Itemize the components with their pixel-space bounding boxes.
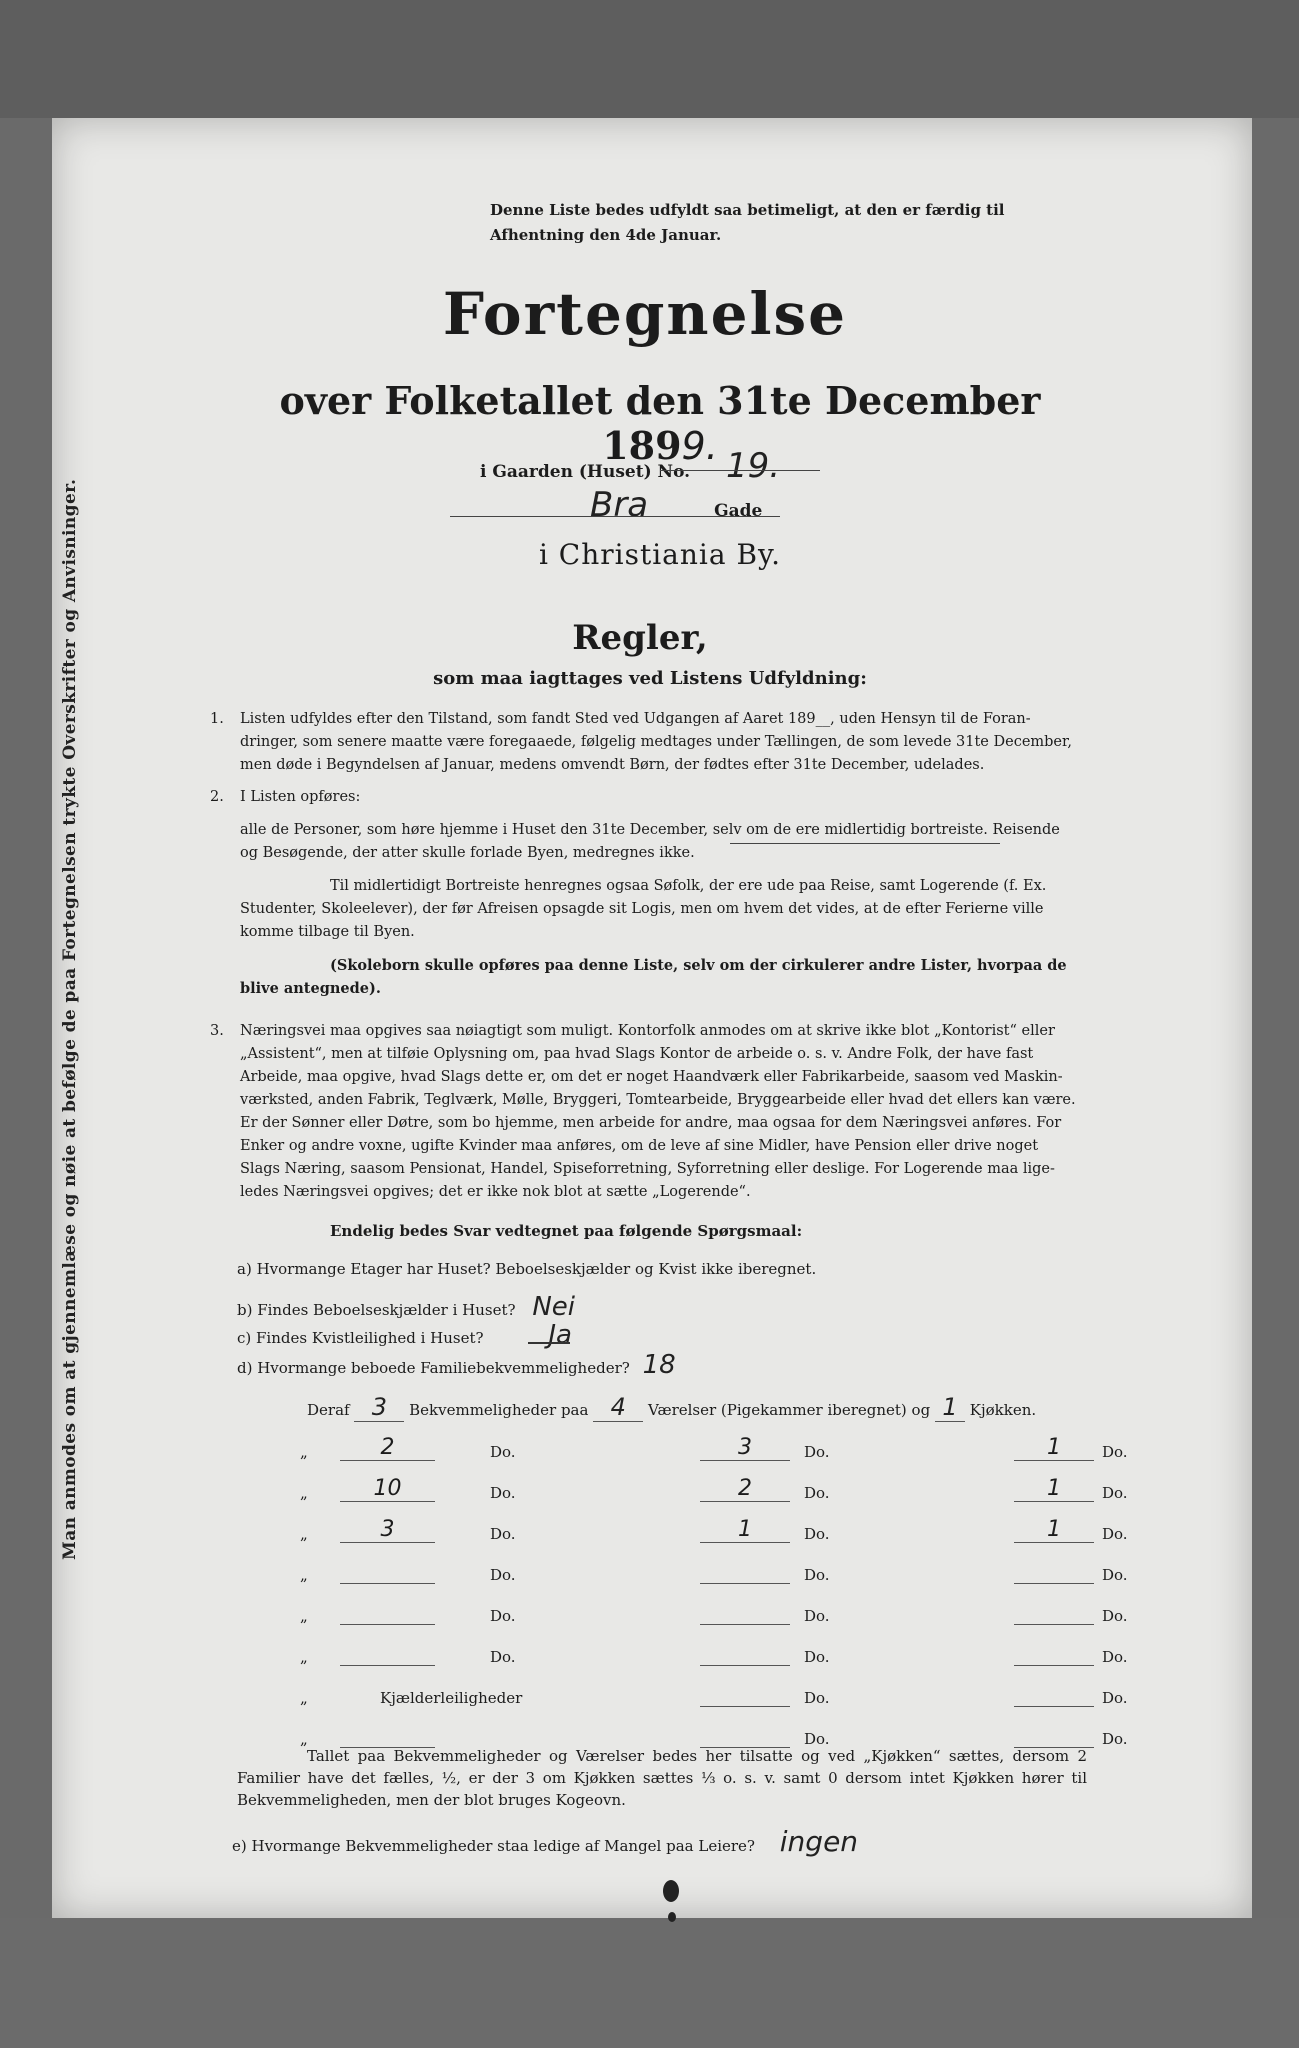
bortreiste-underline — [730, 843, 1000, 844]
rooms-header: Deraf 3 Bekvemmeligheder paa 4 Værelser (Pigekammer iberegnet) og 1 Kjøkken. — [307, 1393, 1037, 1421]
rules-title: Regler, — [572, 618, 708, 658]
table-row: „ 3 Do. 1 Do. 1 Do. — [300, 1502, 1162, 1543]
question-e: e) Hvormange Bekvemmeligheder staa ledige af Mangel paa Leiere? ingen — [232, 1825, 859, 1858]
table-row: „ Do. Do. — [300, 1707, 1162, 1748]
rule-1: Listen udfyldes efter den Tilstand, som fandt Sted ved Udgangen af Aaret 189__, uden Hensyn til de Foran- dringer, som senere maatte være foregaaede, følgelig medtages under Tællingen, de som levede 31te December, men døde i Begyndelsen af Januar, medens omvendt Børn, der fødtes efter 31te December, udelades. — [240, 711, 1072, 773]
table-row: „ Do. Do. Do. — [300, 1543, 1162, 1584]
answer-c: Ja — [548, 1320, 572, 1350]
form-subtitle: over Folketallet den 31te December 1899. — [279, 378, 1041, 468]
answer-e: ingen — [779, 1825, 859, 1858]
table-row: „ Do. Do. Do. — [300, 1625, 1162, 1666]
form-title: Fortegnelse — [442, 280, 848, 348]
table-row: „ Kjælderleiligheder Do. Do. — [300, 1666, 1162, 1707]
year-handwritten: 9. — [681, 424, 718, 468]
city-line: i Christiania By. — [538, 538, 782, 571]
side-instruction: Man anmodes om at gjennemlæse og nøie at befølge de paa Fortegnelsen trykte Overskrifter og Anvisninger. — [60, 478, 80, 1560]
footer-note: Tallet paa Bekvemmeligheder og Værelser bedes her tilsatte og ved „Kjøkken“ sættes, dersom 2 Familier have det fælles, ½, er der 3 om Kjøkken sættes ⅓ o. s. v. samt 0 dersom intet Kjøkken hører til Bekvemmeligheden, men der blot bruges Kogeovn. — [237, 1747, 1087, 1809]
question-d: d) Hvormange beboede Familiebekvemmeligheder? 18 — [237, 1350, 676, 1380]
answer-c-strikeout — [528, 1328, 570, 1344]
question-c: c) Findes Kvistleilighed i Huset? Ja — [237, 1320, 572, 1350]
ink-blot — [668, 1912, 676, 1922]
scan-border-top — [0, 0, 1299, 118]
rule-2: I Listen opføres: alle de Personer, som høre hjemme i Huset den 31te December, selv om de ere midlertidig bortreiste. Reisende og Besøgende, der atter skulle forlade Byen, medregnes ikke. Til midlertidigt Bortreiste henregnes ogsaa Søfolk, der ere ude paa Reise, samt Logerende (f. Ex. Studenter, Skoleelever), der før Afreisen opsagde sit Logis, men om hvem det vides, at de efter Ferierne ville komme tilbage til Byen. (Skoleborn skulle opføres paa denne Liste, selv om der cirkulerer andre Lister, hvorpaa de blive antegnede). — [240, 789, 1067, 997]
rule-2-number: 2. — [210, 789, 224, 805]
basement-label: Kjælderleiligheder — [380, 1688, 523, 1707]
rule-1-number: 1. — [210, 711, 224, 727]
house-number-line: i Gaarden (Huset) No. 19. — [480, 446, 781, 486]
rules-subtitle: som maa iagttages ved Listens Udfyldning: — [433, 668, 867, 689]
question-b: b) Findes Beboelseskjælder i Huset? Nei — [237, 1292, 575, 1322]
scan-border-bottom — [0, 1918, 1299, 2048]
street-name-value: Bra — [590, 485, 649, 525]
rule-3-number: 3. — [210, 1023, 224, 1039]
table-row: „ Do. Do. Do. — [300, 1584, 1162, 1625]
answer-d: 18 — [642, 1350, 676, 1380]
street-line: Bra Gade — [590, 485, 763, 525]
rule-3: Næringsvei maa opgives saa nøiagtigt som muligt. Kontorfolk anmodes om at skrive ikke blot „Kontorist“ eller „Assistent“, men at tilføie Oplysning om, paa hvad Slags Kontor de arbeide o. s. v. Andre Folk, der have fast Arbeide, maa opgive, hvad Slags dette er, om det er noget Haandværk eller Fabrikarbeide, saasom ved Maskin- værksted, anden Fabrik, Teglværk, Mølle, Bryggeri, Tomtearbeide, Bryggearbeide eller hvad det ellers kan være. Er der Sønner eller Døtre, som bo hjemme, men arbeide for andre, maa ogsaa for dem Næringsvei anføres. For Enker og andre voxne, ugifte Kvinder maa anføres, om de leve af sine Midler, have Pension eller drive noget Slags Næring, saasom Pensionat, Handel, Spiseforretning, Syforretning eller deslige. For Logerende maa lige- ledes Næringsvei opgives; det er ikke nok blot at sætte „Logerende“. — [240, 1023, 1076, 1200]
ink-blot — [663, 1880, 679, 1902]
questions-intro: Endelig bedes Svar vedtegnet paa følgende Spørgsmaal: — [330, 1222, 803, 1240]
rooms-table — [300, 1420, 1162, 1748]
house-number-value: 19. — [725, 446, 781, 486]
table-row: „ 2 Do. 3 Do. 1 Do. — [300, 1420, 1162, 1461]
table-row: „ 10 Do. 2 Do. 1 Do. — [300, 1461, 1162, 1502]
collection-notice: Denne Liste bedes udfyldt saa betimeligt, at den er færdig til Afhentning den 4de Januar. — [490, 201, 1005, 244]
answer-b: Nei — [532, 1292, 575, 1322]
house-number-underline — [660, 470, 820, 471]
question-a: a) Hvormange Etager har Huset? Beboelseskjælder og Kvist ikke iberegnet. — [237, 1260, 817, 1278]
street-underline — [450, 516, 780, 517]
